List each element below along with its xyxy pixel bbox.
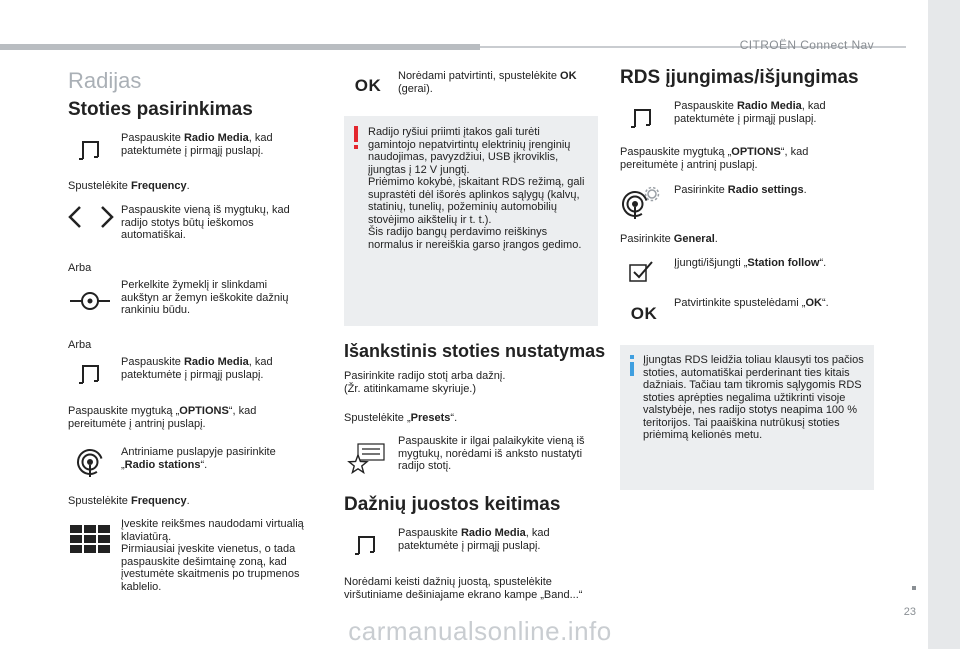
col1-step2: Paspauskite vieną iš mygtukų, kad radijo stotys būtų ieškomos automatiškai.: [121, 204, 290, 241]
col1-step4: Paspauskite Radio Media, kad patektumėte į pirmąjį puslapį.: [121, 356, 273, 381]
exclamation-dot: [354, 145, 358, 149]
page-marker: [912, 586, 916, 590]
music-note-icon: [70, 360, 110, 388]
col2-confirm: Norėdami patvirtinti, spustelėkite OK (gerai).: [398, 70, 577, 95]
col1-options: Paspauskite mygtuką „OPTIONS“, kad pereitumėte į antrinį puslapį.: [68, 405, 257, 430]
chevrons-left-right-icon: [66, 202, 116, 232]
star-preset-icon: [344, 440, 388, 476]
tap-frequency-2: Spustelėkite Frequency.: [68, 495, 190, 507]
page-sidebar: [928, 0, 960, 649]
music-note-icon: [346, 531, 386, 559]
keypad-icon: [68, 522, 112, 556]
watermark: carmanualsonline.info: [348, 616, 612, 646]
radio-settings-icon: [620, 186, 662, 220]
col1-step3: Perkelkite žymeklį ir slinkdami aukštyn ar žemyn ieškokite dažnių rankiniu būdu.: [121, 279, 289, 316]
col3-step2: Pasirinkite Radio settings.: [674, 184, 807, 196]
header-bar: [0, 44, 480, 50]
info-icon: [630, 362, 634, 376]
col1-step5: Antriniame puslapyje pasirinkite „Radio stations“.: [121, 446, 276, 471]
radio-waves-icon: [70, 446, 110, 480]
exclamation-icon: [354, 126, 358, 142]
page-number: 23: [903, 606, 916, 618]
ok-icon: OK: [630, 304, 658, 323]
band-step: Paspauskite Radio Media, kad patektumėte į pirmąjį puslapį.: [398, 527, 550, 552]
music-note-icon: [622, 104, 662, 132]
col3-options: Paspauskite mygtuką „OPTIONS“, kad pereitumėte į antrinį puslapį.: [620, 146, 809, 171]
checkbox-icon: [622, 256, 662, 286]
col3-step1: Paspauskite Radio Media, kad patektumėte į pirmąjį puslapį.: [674, 100, 826, 125]
band-text: Norėdami keisti dažnių juostą, spustelėkite viršutiniame dešiniajame ekrano kampe „Band...“: [344, 576, 583, 601]
preset-heading: Išankstinis stoties nustatymas: [344, 341, 606, 361]
col3-step3: Įjungti/išjungti „Station follow“.: [674, 257, 827, 269]
or-label-1: Arba: [68, 262, 92, 274]
preset-text-2: Spustelėkite „Presets“.: [344, 412, 458, 424]
stoties-pasirinkimas-heading: Stoties pasirinkimas: [68, 99, 253, 120]
tap-frequency-1: Spustelėkite Frequency.: [68, 180, 190, 192]
info-icon-dot: [630, 355, 634, 359]
ok-icon: OK: [354, 76, 382, 95]
brand-label: CITROËN Connect Nav: [739, 38, 874, 52]
col3-step4: Patvirtinkite spustelėdami „OK“.: [674, 297, 829, 309]
col1-step1: Paspauskite Radio Media, kad patektumėte į pirmąjį puslapį.: [121, 132, 273, 157]
info-text: Įjungtas RDS leidžia toliau klausyti tos pačios stoties, automatiškai perderinant ties kitais dažniais. Tačiau tam tikromis sąlygomis RDS stoties aprėpties negalima užtikrinti visoje valstybėje, nes radijo stotys neapima 100 % teritorijos. Tai paaiškina nutrūkusį stoties priėmimą kelionės metu.: [643, 354, 864, 441]
col3-general: Pasirinkite General.: [620, 233, 718, 245]
crosshair-slider-icon: [68, 286, 112, 316]
preset-step: Paspauskite ir ilgai palaikykite vieną iš mygtukų, norėdami iš anksto nustatyti radijo stotį.: [398, 435, 585, 472]
music-note-icon: [70, 136, 110, 164]
or-label-2: Arba: [68, 339, 92, 351]
warning-text: Radijo ryšiui priimti įtakos gali turėti gamintojo nepatvirtintų elektrinių įrenginių naudojimas, pavyzdžiui, USB įkroviklis, įjungtas į 12 V jungtį. Priėmimo kokybė, įskaitant RDS režimą, gali suprastėti dėl išorės aplinkos sąlygų (kalvų, statinių, tunelių, požeminių automobilių stovėjimo aikštelių ir t. t.). Šis radijo bangų perdavimo reiškinys normalus ir nereiškia garso įrangos gedimo.: [368, 126, 585, 251]
col1-step6: Įveskite reikšmes naudodami virtualią klaviatūrą. Pirmiausiai įveskite vienetus, o tada paspauskite dešimtainę zoną, kad įvestumėte skaitmenis po trupmenos kablelio.: [121, 518, 304, 593]
band-heading: Dažnių juostos keitimas: [344, 494, 561, 515]
rds-heading: RDS įjungimas/išjungimas: [620, 67, 859, 88]
section-label: Radijas: [68, 68, 142, 93]
preset-text-1: Pasirinkite radijo stotį arba dažnį. (Žr. atitinkamame skyriuje.): [344, 370, 506, 395]
